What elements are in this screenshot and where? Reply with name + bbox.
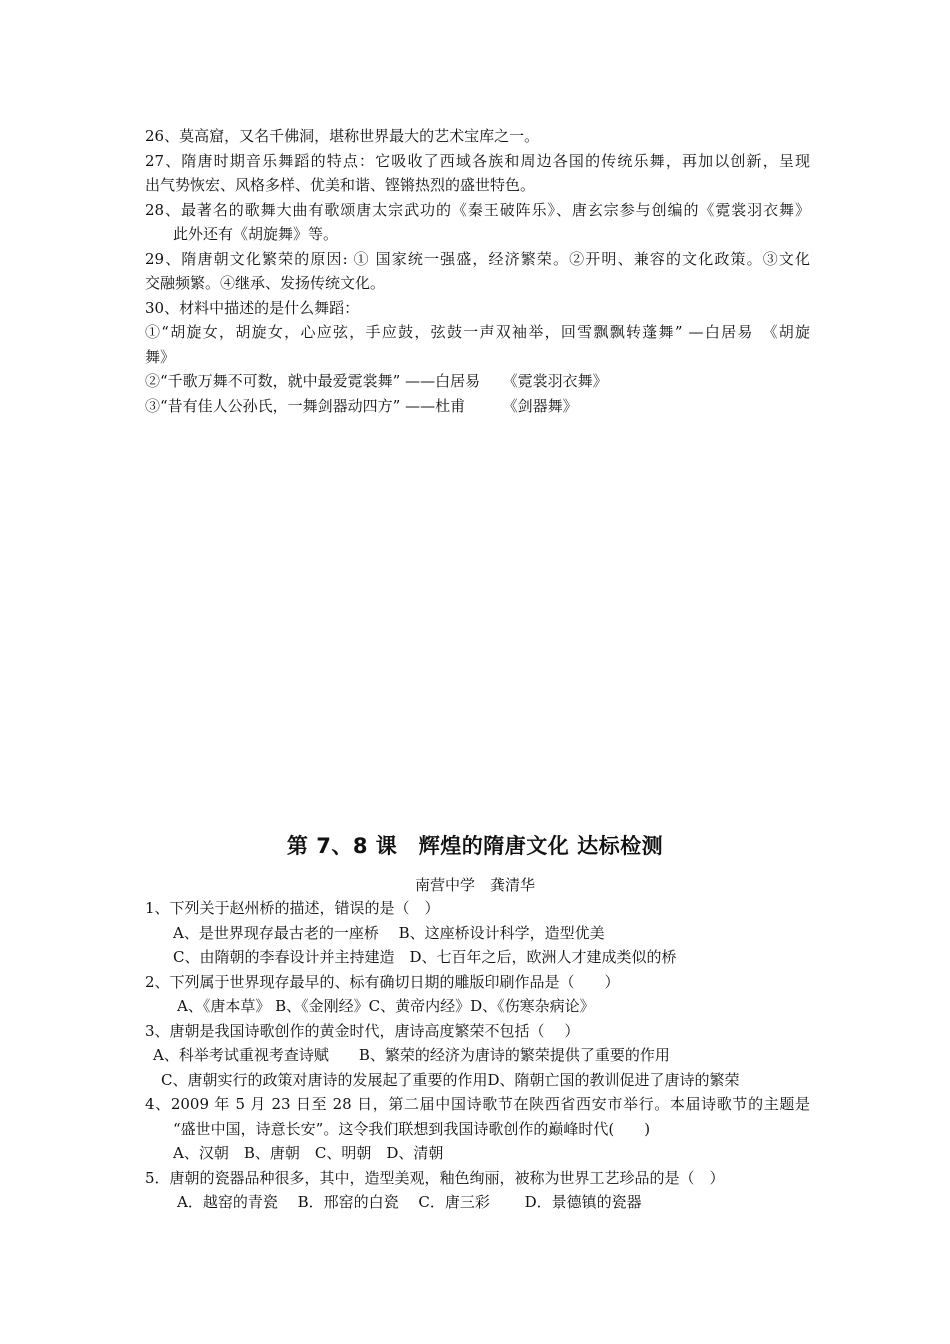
question-1: 1、下列关于赵州桥的描述，错误的是（ ） xyxy=(145,899,440,917)
note-30-item1-line1: ①“胡旋女，胡旋女，心应弦，手应鼓，弦鼓一声双袖举，回雪飘飘转蓬舞” —白居易 《胡旋 xyxy=(145,323,810,341)
question-3: 3、唐朝是我国诗歌创作的黄金时代，唐诗高度繁荣不包括（ ） xyxy=(145,1021,580,1040)
note-27-line2: 出气势恢宏、风格多样、优美和谐、铿锵热烈的盛世特色。 xyxy=(145,176,536,194)
note-30-item3: ③“昔有佳人公孙氏，一舞剑器动四方” ——杜甫 《剑器舞》 xyxy=(145,396,578,415)
note-28-line1: 28、最著名的歌舞大曲有歌颂唐太宗武功的《秦王破阵乐》、唐玄宗参与创编的《霓裳羽衣舞》 xyxy=(145,200,810,219)
question-4-options: A、汉朝 B、唐朝 C、明朝 D、清朝 xyxy=(173,1144,444,1162)
page-title: 第 7、8 课 辉煌的隋唐文化 达标检测 xyxy=(286,834,664,858)
question-5: 5．唐朝的瓷器品种很多，其中，造型美观，釉色绚丽，被称为世界工艺珍品的是（ ） xyxy=(145,1168,725,1187)
note-29-line2: 交融频繁。④继承、发扬传统文化。 xyxy=(145,274,386,292)
question-5-options: A．越窑的青瓷 B．邢窑的白瓷 C．唐三彩 D．景德镇的瓷器 xyxy=(177,1193,642,1211)
question-2-options: A、《唐本草》 B、《金刚经》C、黄帝内经》D、《伤寒杂病论》 xyxy=(177,997,595,1015)
quiz-section xyxy=(145,896,810,1215)
question-4-line1: 4、2009 年 5 月 23 日至 28 日，第二届中国诗歌节在陕西省西安市举行。本届诗歌节的主题是 xyxy=(145,1095,810,1113)
note-28-line2: 此外还有《胡旋舞》等。 xyxy=(173,225,339,243)
note-30-item1-line2: 舞》 xyxy=(145,347,176,366)
notes-section xyxy=(145,124,810,418)
note-30-item2: ②“千歌万舞不可数，就中最爱霓裳舞” ——白居易 《霓裳羽衣舞》 xyxy=(145,372,608,390)
note-29-line1: 29、隋唐朝文化繁荣的原因: ① 国家统一强盛，经济繁荣。②开明、兼容的文化政策。③文化 xyxy=(145,249,810,268)
question-2: 2、下列属于世界现存最早的、标有确切日期的雕版印刷作品是（ ） xyxy=(145,972,620,991)
note-30: 30、材料中描述的是什么舞蹈： xyxy=(145,298,360,317)
question-1-options-a-b: A、是世界现存最古老的一座桥 B、这座桥设计科学，造型优美 xyxy=(173,923,605,942)
author-line: 南营中学 龚清华 xyxy=(414,876,535,894)
note-26: 26、莫高窟，又名千佛洞，堪称世界最大的艺术宝库之一。 xyxy=(145,127,540,145)
question-3-options-a-b: A、科举考试重视考查诗赋 B、繁荣的经济为唐诗的繁荣提供了重要的作用 xyxy=(153,1046,670,1064)
question-1-options-c-d: C、由隋朝的李春设计并主持建造 D、七百年之后，欧洲人才建成类似的桥 xyxy=(173,948,677,966)
question-4-line2: “盛世中国，诗意长安”。这令我们联想到我国诗歌创作的巅峰时代( ) xyxy=(173,1119,651,1138)
note-27-line1: 27、隋唐时期音乐舞蹈的特点：它吸收了西域各族和周边各国的传统乐舞，再加以创新，呈现 xyxy=(145,151,810,170)
question-3-options-c-d: C、唐朝实行的政策对唐诗的发展起了重要的作用D、隋朝亡国的教训促进了唐诗的繁荣 xyxy=(161,1070,740,1089)
